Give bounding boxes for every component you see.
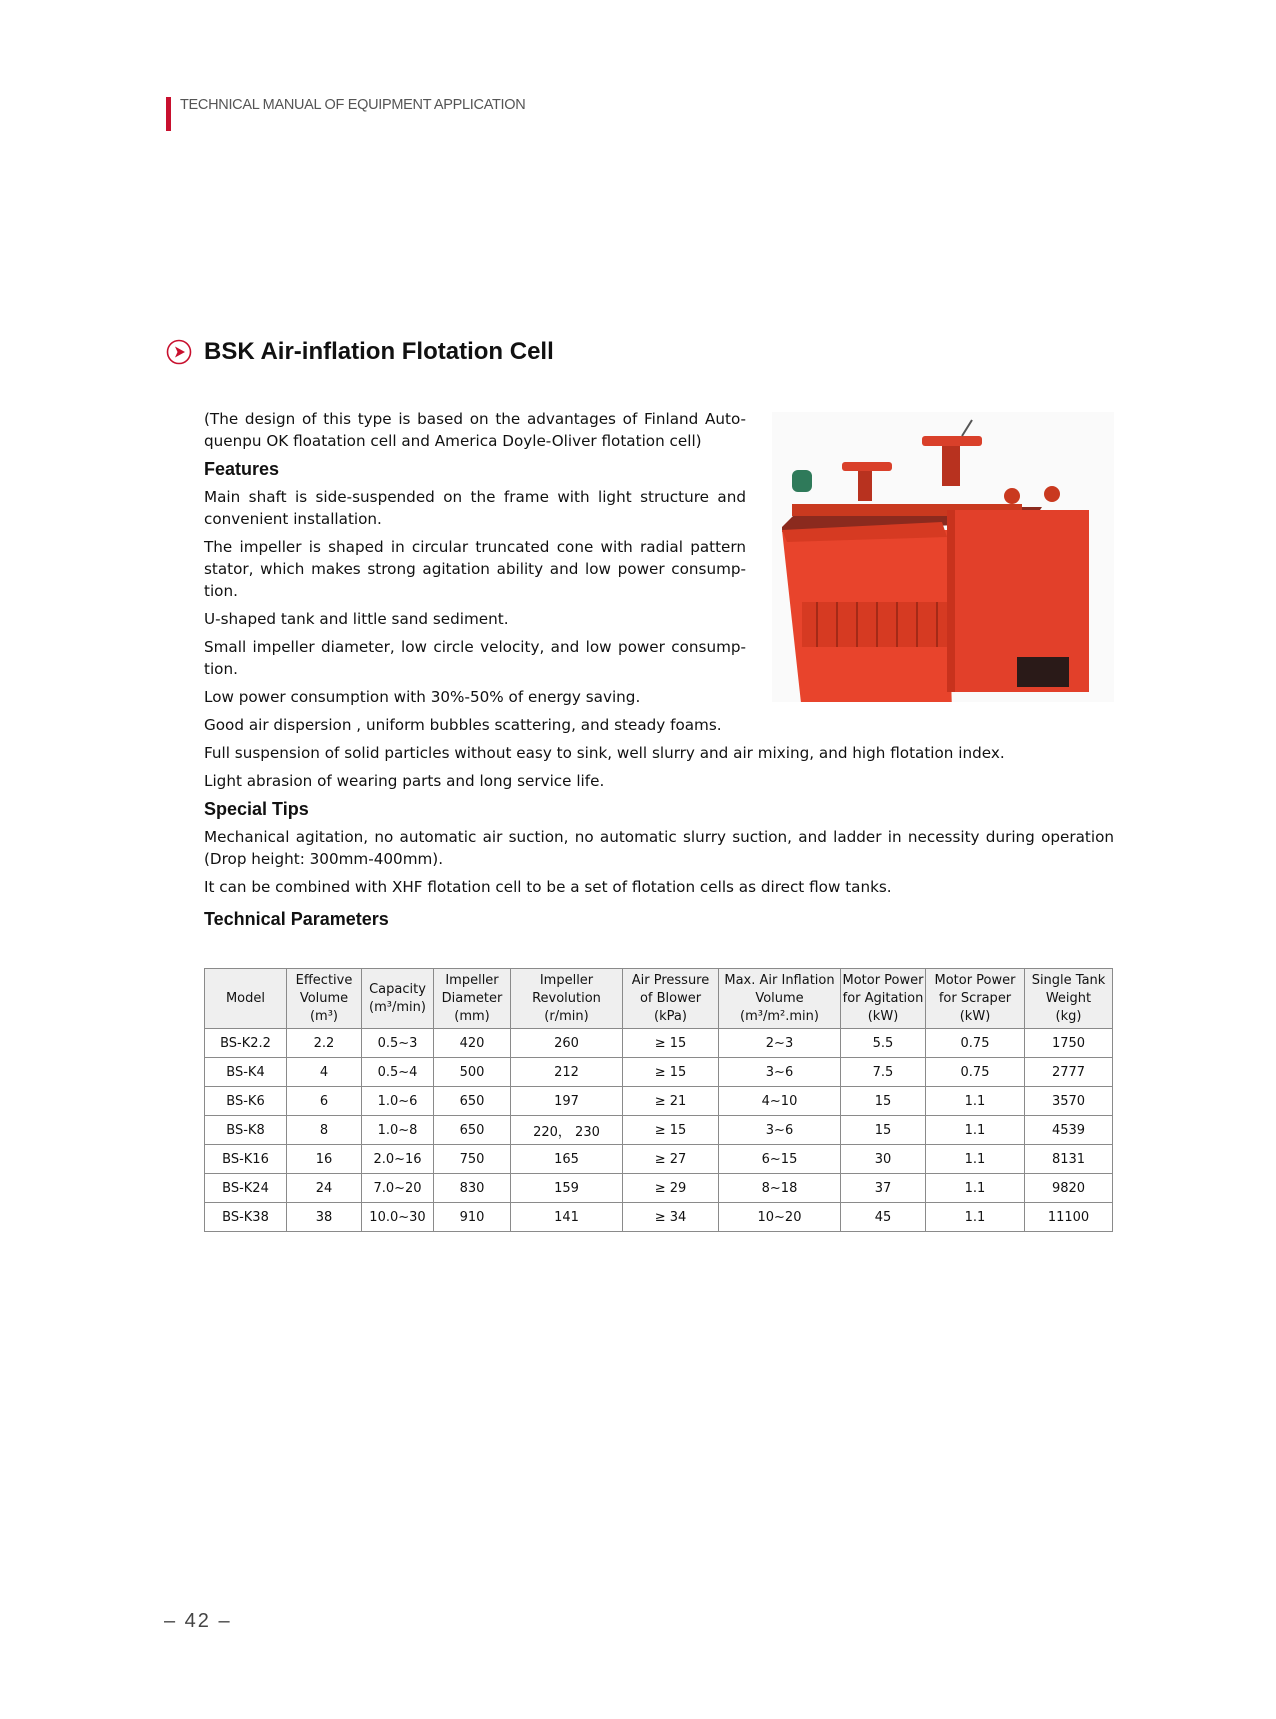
table-cell: 3~6 bbox=[719, 1116, 841, 1145]
table-cell: 38 bbox=[287, 1203, 362, 1232]
table-cell: 750 bbox=[434, 1145, 511, 1174]
table-cell: 15 bbox=[841, 1116, 926, 1145]
table-cell: 1.0~6 bbox=[362, 1087, 434, 1116]
table-cell: 37 bbox=[841, 1174, 926, 1203]
table-cell: 16 bbox=[287, 1145, 362, 1174]
table-cell: 0.5~3 bbox=[362, 1029, 434, 1058]
table-cell: 141 bbox=[511, 1203, 623, 1232]
table-cell: 7.5 bbox=[841, 1058, 926, 1087]
column-header-motor-power-agitation: Motor Power for Agitation (kW) bbox=[841, 969, 926, 1029]
table-cell: ≥ 29 bbox=[623, 1174, 719, 1203]
technical-parameters-table bbox=[204, 968, 1113, 1232]
table-cell: 4539 bbox=[1025, 1116, 1113, 1145]
table-cell: 24 bbox=[287, 1174, 362, 1203]
table-cell: 1.1 bbox=[926, 1087, 1025, 1116]
column-header-capacity: Capacity (m³/min) bbox=[362, 969, 434, 1029]
table-row bbox=[205, 1029, 1113, 1058]
table-header-row bbox=[205, 969, 1113, 1029]
column-header-max-air-inflation: Max. Air Inflation Volume (m³/m².min) bbox=[719, 969, 841, 1029]
table-cell: 10.0~30 bbox=[362, 1203, 434, 1232]
special-tip-item: Mechanical agitation, no automatic air suction, no automatic slurry suction, and ladder in necessity during operation (Drop height: 300mm-400mm). bbox=[204, 828, 1114, 868]
table-cell: 420 bbox=[434, 1029, 511, 1058]
table-row bbox=[205, 1116, 1113, 1145]
table-cell: BS-K4 bbox=[205, 1058, 287, 1087]
table-cell: 260 bbox=[511, 1029, 623, 1058]
feature-item: U-shaped tank and little sand sediment. bbox=[204, 610, 509, 628]
table-cell: 8131 bbox=[1025, 1145, 1113, 1174]
table-cell: ≥ 15 bbox=[623, 1116, 719, 1145]
feature-item: Good air dispersion , uniform bubbles scattering, and steady foams. bbox=[204, 716, 722, 734]
table-row bbox=[205, 1087, 1113, 1116]
table-cell: 3~6 bbox=[719, 1058, 841, 1087]
table-row bbox=[205, 1145, 1113, 1174]
table-cell: 1.1 bbox=[926, 1174, 1025, 1203]
table-cell: 159 bbox=[511, 1174, 623, 1203]
table-cell: 212 bbox=[511, 1058, 623, 1087]
table-cell: 4 bbox=[287, 1058, 362, 1087]
table-row bbox=[205, 1203, 1113, 1232]
table-cell: 1.1 bbox=[926, 1145, 1025, 1174]
technical-parameters-heading: Technical Parameters bbox=[204, 909, 389, 929]
table-cell: 30 bbox=[841, 1145, 926, 1174]
table-row bbox=[205, 1058, 1113, 1087]
table-cell: 11100 bbox=[1025, 1203, 1113, 1232]
table-cell: ≥ 15 bbox=[623, 1029, 719, 1058]
table-cell: 15 bbox=[841, 1087, 926, 1116]
features-heading: Features bbox=[204, 459, 280, 479]
table-cell: 650 bbox=[434, 1087, 511, 1116]
table-cell: 220， 230 bbox=[511, 1116, 623, 1145]
table-cell: 3570 bbox=[1025, 1087, 1113, 1116]
special-tips-heading: Special Tips bbox=[204, 799, 309, 819]
table-cell: 2.0~16 bbox=[362, 1145, 434, 1174]
table-cell: ≥ 34 bbox=[623, 1203, 719, 1232]
feature-item: The impeller is shaped in circular truncated cone with radial pattern stator, which makes strong agitation ability and low power consump-tion. bbox=[204, 538, 746, 600]
feature-item: Low power consumption with 30%-50% of energy saving. bbox=[204, 688, 641, 706]
column-header-single-tank-weight: Single Tank Weight (kg) bbox=[1025, 969, 1113, 1029]
intro-paragraph: (The design of this type is based on the advantages of Finland Auto-quenpu OK floatation cell and America Doyle-Oliver flotation cell) bbox=[204, 410, 746, 450]
table-cell: BS-K2.2 bbox=[205, 1029, 287, 1058]
technical-parameters-table-wrap bbox=[204, 968, 1113, 1232]
table-cell: 6 bbox=[287, 1087, 362, 1116]
column-header-model: Model bbox=[205, 969, 287, 1029]
table-cell: 4~10 bbox=[719, 1087, 841, 1116]
table-cell: 9820 bbox=[1025, 1174, 1113, 1203]
table-cell: 165 bbox=[511, 1145, 623, 1174]
table-cell: 830 bbox=[434, 1174, 511, 1203]
table-cell: BS-K6 bbox=[205, 1087, 287, 1116]
table-row bbox=[205, 1174, 1113, 1203]
table-cell: 45 bbox=[841, 1203, 926, 1232]
table-cell: 1.0~8 bbox=[362, 1116, 434, 1145]
feature-item: Full suspension of solid particles without easy to sink, well slurry and air mixing, and high flotation index. bbox=[204, 744, 1005, 762]
table-cell: ≥ 27 bbox=[623, 1145, 719, 1174]
main-content bbox=[204, 408, 1114, 936]
table-cell: 8~18 bbox=[719, 1174, 841, 1203]
column-header-impeller-diameter: Impeller Diameter (mm) bbox=[434, 969, 511, 1029]
table-cell: 8 bbox=[287, 1116, 362, 1145]
feature-item: Main shaft is side-suspended on the frame with light structure and convenient installation. bbox=[204, 488, 746, 528]
table-cell: 10~20 bbox=[719, 1203, 841, 1232]
table-cell: 1.1 bbox=[926, 1203, 1025, 1232]
page-number: – 42 – bbox=[164, 1610, 232, 1632]
table-cell: 2~3 bbox=[719, 1029, 841, 1058]
column-header-effective-volume: Effective Volume (m³) bbox=[287, 969, 362, 1029]
table-cell: 2777 bbox=[1025, 1058, 1113, 1087]
feature-item: Light abrasion of wearing parts and long service life. bbox=[204, 772, 605, 790]
table-cell: 1.1 bbox=[926, 1116, 1025, 1145]
running-title: TECHNICAL MANUAL OF EQUIPMENT APPLICATION bbox=[180, 97, 526, 113]
special-tip-item: It can be combined with XHF flotation cell to be a set of flotation cells as direct flow tanks. bbox=[204, 878, 892, 896]
table-cell: 500 bbox=[434, 1058, 511, 1087]
table-cell: 0.5~4 bbox=[362, 1058, 434, 1087]
table-cell: ≥ 15 bbox=[623, 1058, 719, 1087]
section-title-row bbox=[166, 338, 554, 366]
table-cell: 2.2 bbox=[287, 1029, 362, 1058]
table-cell: 197 bbox=[511, 1087, 623, 1116]
table-cell: 1750 bbox=[1025, 1029, 1113, 1058]
column-header-motor-power-scraper: Motor Power for Scraper (kW) bbox=[926, 969, 1025, 1029]
table-cell: 0.75 bbox=[926, 1058, 1025, 1087]
table-cell: 5.5 bbox=[841, 1029, 926, 1058]
table-cell: 650 bbox=[434, 1116, 511, 1145]
play-circle-icon bbox=[166, 339, 192, 365]
table-cell: 7.0~20 bbox=[362, 1174, 434, 1203]
feature-item: Small impeller diameter, low circle velocity, and low power consump-tion. bbox=[204, 638, 746, 678]
table-cell: 6~15 bbox=[719, 1145, 841, 1174]
table-cell: BS-K24 bbox=[205, 1174, 287, 1203]
column-header-impeller-revolution: Impeller Revolution (r/min) bbox=[511, 969, 623, 1029]
table-cell: ≥ 21 bbox=[623, 1087, 719, 1116]
table-cell: BS-K16 bbox=[205, 1145, 287, 1174]
table-cell: BS-K38 bbox=[205, 1203, 287, 1232]
table-cell: BS-K8 bbox=[205, 1116, 287, 1145]
column-header-air-pressure: Air Pressure of Blower (kPa) bbox=[623, 969, 719, 1029]
header-accent-bar bbox=[166, 97, 171, 131]
table-cell: 910 bbox=[434, 1203, 511, 1232]
section-title: BSK Air-inflation Flotation Cell bbox=[204, 338, 554, 365]
table-cell: 0.75 bbox=[926, 1029, 1025, 1058]
table-body bbox=[205, 1029, 1113, 1232]
